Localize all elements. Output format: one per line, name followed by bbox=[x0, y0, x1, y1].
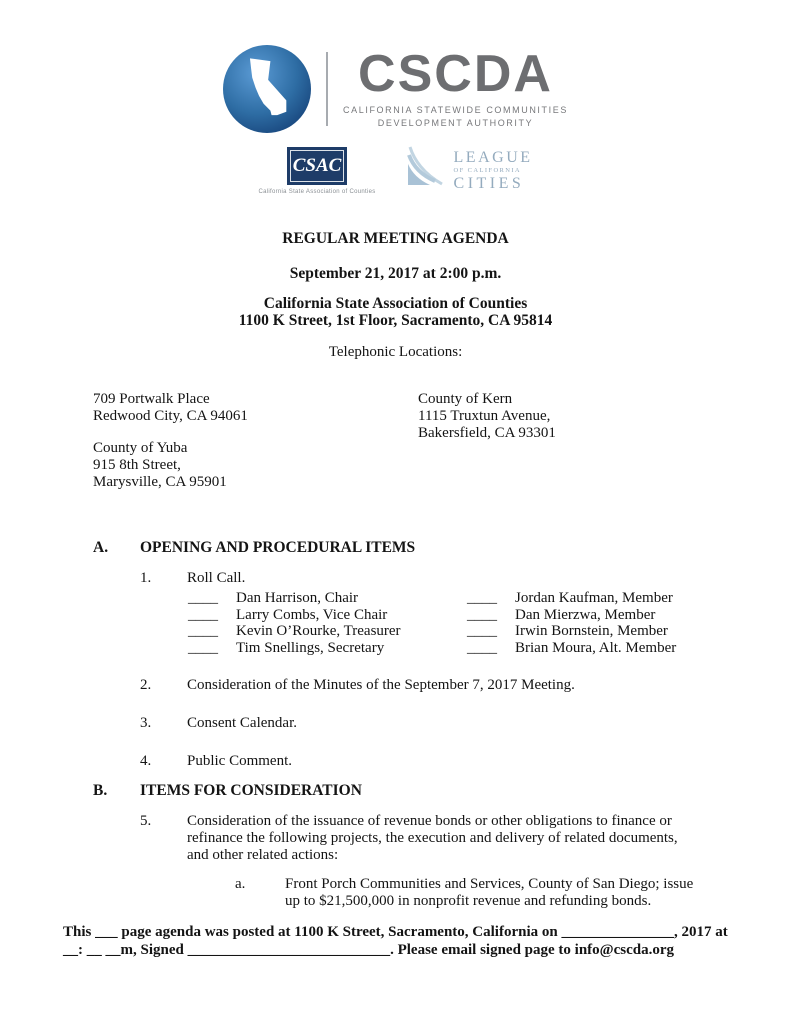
league-wordmark bbox=[454, 150, 533, 192]
agenda-subitem-front-porch bbox=[235, 876, 726, 910]
section-letter: A. bbox=[93, 539, 109, 556]
roll-call-list bbox=[188, 590, 726, 656]
section-heading bbox=[93, 782, 726, 799]
california-state-icon bbox=[223, 45, 311, 133]
subitem-text: Front Porch Communities and Services, County of San Diego; issue up to $21,500,000 in nonprofit revenue and refunding bonds. bbox=[285, 876, 694, 909]
csac-acronym: CSAC bbox=[292, 155, 342, 176]
section-letter: B. bbox=[93, 782, 108, 799]
location-line: 915 8th Street, bbox=[93, 457, 181, 473]
roll-call-name: Kevin O’Rourke, Treasurer bbox=[236, 623, 401, 639]
roll-call-name: Jordan Kaufman, Member bbox=[515, 590, 673, 606]
item-text: Public Comment. bbox=[187, 753, 292, 769]
cscda-acronym: CSCDA bbox=[358, 45, 553, 104]
agenda-item-public-comment bbox=[140, 753, 726, 770]
roll-call-row bbox=[188, 607, 726, 624]
item-text: Consideration of the Minutes of the September 7, 2017 Meeting. bbox=[187, 677, 575, 693]
location-line: Bakersfield, CA 93301 bbox=[418, 425, 556, 441]
item-text: Consent Calendar. bbox=[187, 715, 297, 731]
location-line: Marysville, CA 95901 bbox=[93, 474, 227, 490]
item-number: 3. bbox=[140, 715, 152, 731]
section-title: OPENING AND PROCEDURAL ITEMS bbox=[140, 539, 416, 556]
roll-call-name: Irwin Bornstein, Member bbox=[515, 623, 668, 639]
agenda-body bbox=[93, 539, 726, 910]
partner-logos bbox=[0, 144, 791, 200]
agenda-item-minutes bbox=[140, 677, 726, 694]
cscda-tagline-line1: CALIFORNIA STATEWIDE COMMUNITIES bbox=[343, 104, 568, 115]
locations-right-column bbox=[418, 391, 556, 442]
roll-call-name: Tim Snellings, Secretary bbox=[236, 639, 385, 656]
logo-area bbox=[0, 0, 791, 200]
agenda-item-consent-calendar bbox=[140, 715, 726, 732]
league-swoosh-icon bbox=[406, 146, 446, 197]
location-county-of-kern bbox=[418, 391, 556, 442]
roll-call-name: Dan Mierzwa, Member bbox=[515, 606, 656, 623]
location-redwood-city bbox=[93, 391, 726, 425]
item-number: 4. bbox=[140, 753, 152, 769]
venue-block bbox=[0, 295, 791, 329]
item-text: Consideration of the issuance of revenue bonds or other obligations to finance or refinance the following projects, the execution and delivery of related documents, and other related actions: bbox=[187, 813, 678, 863]
item-number: 2. bbox=[140, 677, 152, 693]
cscda-tagline-line2: DEVELOPMENT AUTHORITY bbox=[377, 117, 534, 128]
roll-call-blank: ____ bbox=[188, 606, 218, 623]
roll-call-row bbox=[188, 623, 726, 640]
venue-address: 1100 K Street, 1st Floor, Sacramento, CA 95814 bbox=[238, 312, 553, 329]
location-line: 1115 Truxtun Avenue, bbox=[418, 408, 551, 424]
roll-call-name: Larry Combs, Vice Chair bbox=[236, 606, 388, 623]
logo-divider bbox=[326, 52, 328, 126]
league-line2: OF CALIFORNIA bbox=[453, 167, 522, 175]
league-line1: LEAGUE bbox=[453, 149, 533, 167]
section-heading bbox=[93, 539, 726, 556]
roll-call-blank: ____ bbox=[188, 623, 218, 639]
roll-call-blank: ____ bbox=[467, 606, 497, 623]
roll-call-name: Brian Moura, Alt. Member bbox=[515, 639, 677, 656]
league-of-california-cities-logo bbox=[406, 144, 533, 197]
agenda-item-roll-call bbox=[140, 570, 726, 587]
section-opening-and-procedural-items bbox=[93, 539, 726, 770]
location-county-of-yuba bbox=[93, 440, 726, 491]
location-line: 709 Portwalk Place bbox=[93, 391, 210, 407]
location-line: County of Yuba bbox=[93, 440, 188, 456]
section-title: ITEMS FOR CONSIDERATION bbox=[140, 782, 362, 799]
roll-call-row bbox=[188, 640, 726, 657]
location-line: Redwood City, CA 94061 bbox=[93, 408, 248, 424]
csac-caption: California State Association of Counties bbox=[258, 189, 376, 195]
meeting-title: REGULAR MEETING AGENDA bbox=[282, 230, 509, 247]
agenda-item-bond-issuance bbox=[140, 813, 726, 864]
cscda-wordmark bbox=[343, 45, 568, 128]
roll-call-name: Dan Harrison, Chair bbox=[236, 590, 359, 606]
posting-notice: This ___ page agenda was posted at 1100 K Street, Sacramento, California on _______________, 2017 at __: __ __m, Signed ___________________________. Please email signed page to info@cscda.org bbox=[63, 924, 728, 958]
roll-call-blank: ____ bbox=[467, 590, 497, 606]
roll-call-blank: ____ bbox=[188, 639, 218, 656]
roll-call-blank: ____ bbox=[467, 623, 497, 639]
subitem-letter: a. bbox=[235, 876, 246, 892]
location-line: County of Kern bbox=[418, 391, 513, 407]
locations-left-column bbox=[93, 391, 726, 491]
telephonic-label: Telephonic Locations: bbox=[328, 344, 463, 360]
roll-call-row bbox=[188, 590, 726, 607]
cscda-logo bbox=[0, 44, 791, 134]
venue-name: California State Association of Counties bbox=[263, 295, 528, 312]
csac-logo bbox=[258, 144, 375, 195]
meeting-datetime: September 21, 2017 at 2:00 p.m. bbox=[289, 265, 502, 282]
telephonic-locations bbox=[93, 391, 726, 493]
roll-call-blank: ____ bbox=[467, 639, 497, 656]
csac-box-icon bbox=[287, 147, 347, 185]
item-number: 1. bbox=[140, 570, 152, 586]
item-number: 5. bbox=[140, 813, 152, 829]
roll-call-blank: ____ bbox=[188, 590, 218, 606]
title-block bbox=[0, 230, 791, 361]
league-line3: CITIES bbox=[453, 174, 525, 192]
section-items-for-consideration bbox=[93, 782, 726, 910]
item-text: Roll Call. bbox=[187, 570, 246, 586]
